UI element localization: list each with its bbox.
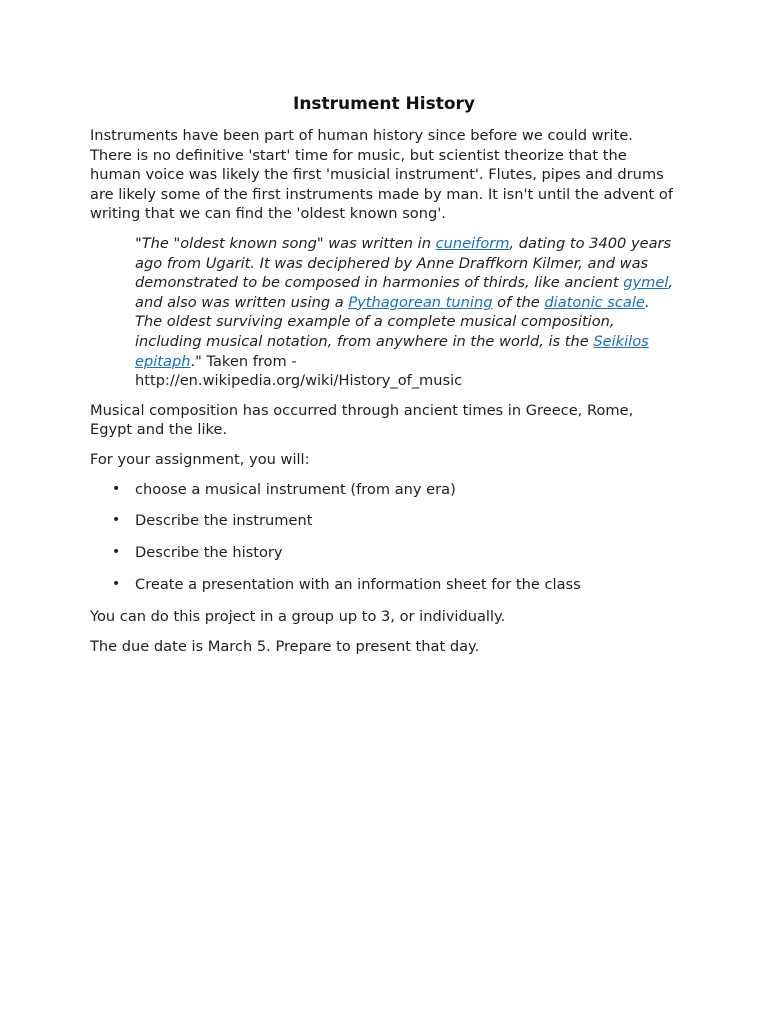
assignment-intro: For your assignment, you will:: [90, 450, 310, 468]
link-seikilos-epitaph[interactable]: Seikilos epitaph: [135, 332, 649, 370]
list-item: [90, 480, 678, 500]
bullet-icon: •: [112, 544, 121, 561]
quote-text-1: "The "oldest known song" was written in: [135, 234, 436, 252]
quote-text-6: ." Taken from -: [190, 352, 297, 370]
task-list: [90, 480, 678, 596]
bullet-icon: •: [112, 480, 121, 497]
list-item-text: Describe the instrument: [135, 512, 313, 530]
due-date-note: The due date is March 5. Prepare to present that day.: [90, 638, 480, 656]
list-item: [90, 511, 678, 531]
quote-text-2: , dating to 3400 years ago from Ugarit. It was deciphered by Anne Draffkorn Kilmer, and was demonstrated to be composed in harmonies of thirds, like ancient: [135, 234, 672, 292]
group-note: You can do this project in a group up to 3, or individually.: [90, 608, 506, 626]
quote-text-3: , and also was written using a: [135, 274, 674, 311]
intro-paragraph: Instruments have been part of human history since before we could write. There is no definitive 'start' time for music, but scientist theorize that the human voice was likely the first 'musicial instrument'. Flutes, pipes and drums are likely some of the first instruments made by man. It isn't until the advent of writing that we can find the 'oldest known song'.: [90, 127, 673, 223]
link-diatonic-scale[interactable]: diatonic scale: [544, 293, 645, 311]
link-cuneiform[interactable]: cuneiform: [435, 234, 510, 252]
list-item: [90, 543, 678, 563]
link-gymel[interactable]: gymel: [623, 274, 669, 292]
page-title: Instrument History: [293, 94, 475, 114]
bullet-icon: •: [112, 576, 121, 593]
composition-paragraph: Musical composition has occurred through ancient times in Greece, Rome, Egypt and the like.: [90, 401, 634, 439]
blockquote: [135, 234, 678, 391]
quote-text-4: of the: [492, 293, 545, 311]
quote-source-url: http://en.wikipedia.org/wiki/History_of_music: [135, 372, 463, 390]
list-item-text: Create a presentation with an information sheet for the class: [135, 576, 581, 594]
list-item: [90, 575, 678, 595]
list-item-text: choose a musical instrument (from any era): [135, 480, 456, 498]
link-pythagorean-tuning[interactable]: Pythagorean tuning: [348, 293, 493, 311]
bullet-icon: •: [112, 512, 121, 529]
list-item-text: Describe the history: [135, 544, 283, 562]
quote-text-5: . The oldest surviving example of a complete musical composition, including musical notation, from anywhere in the world, is the: [135, 293, 650, 350]
